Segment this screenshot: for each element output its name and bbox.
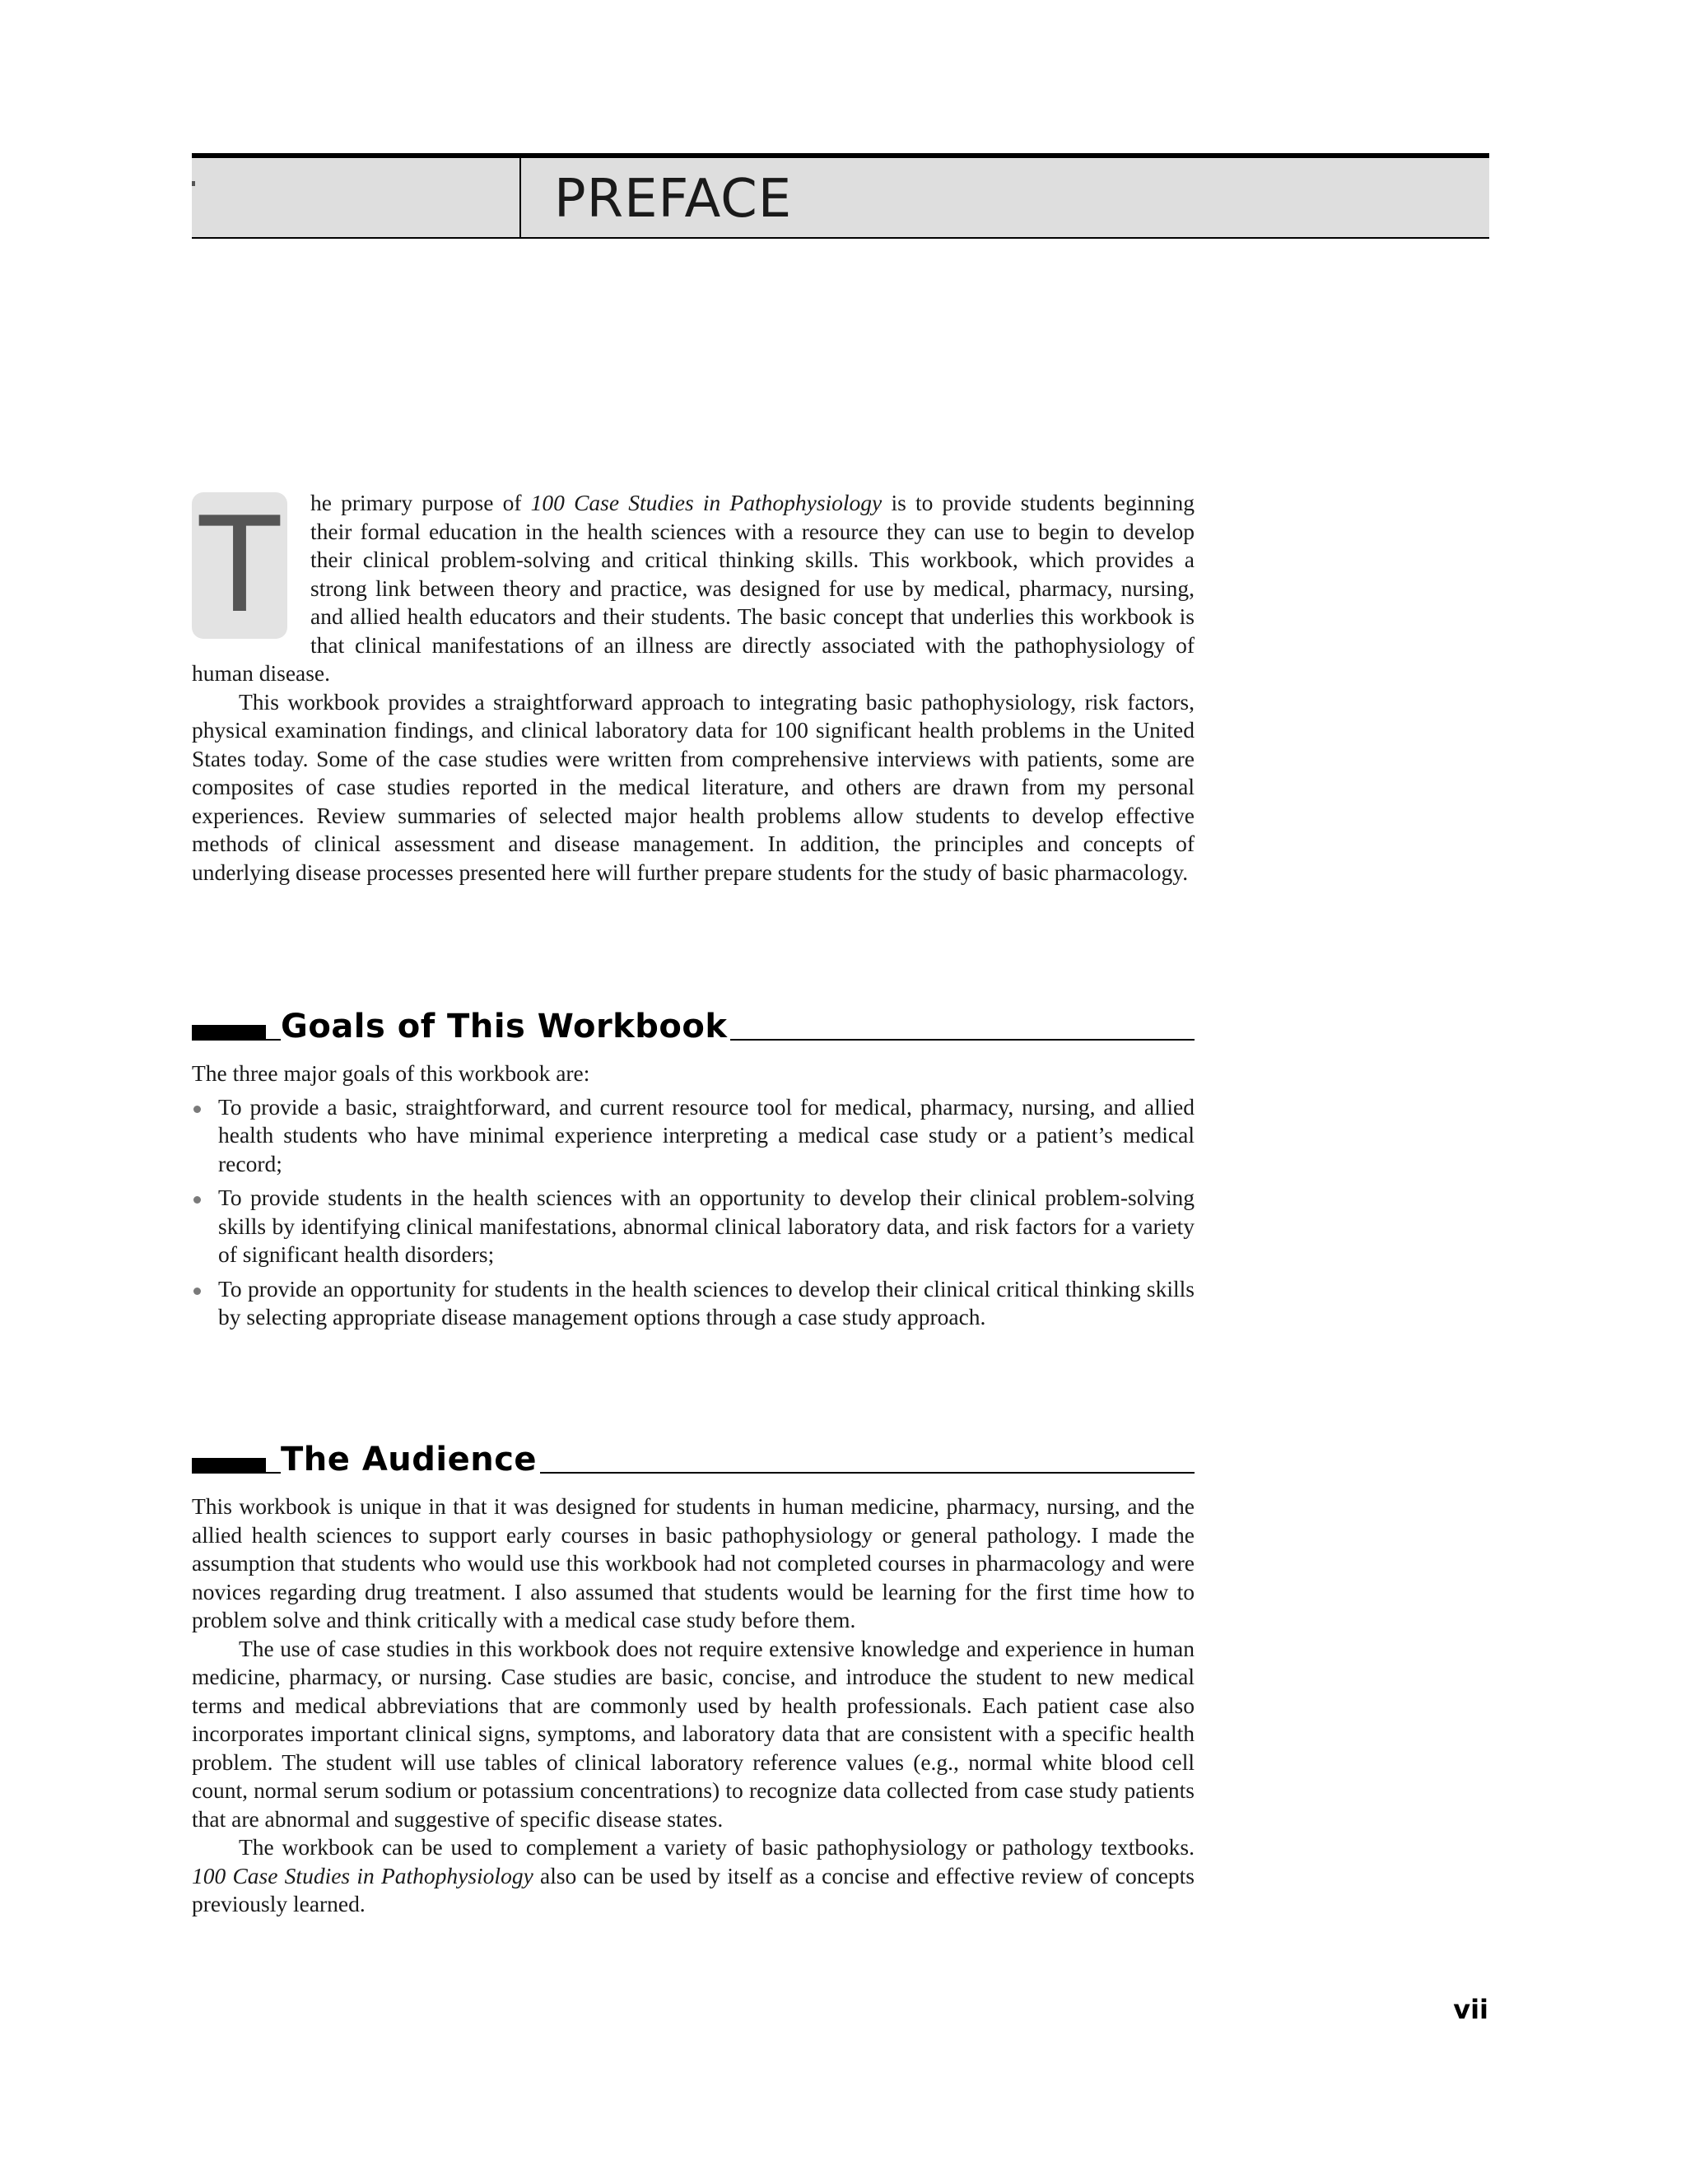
goals-section — [192, 1059, 1195, 1338]
chapter-header-band — [192, 153, 1489, 239]
goal-text-3: To provide an opportunity for students in the health sciences to develop their clinical critical thinking skills by selecting appropriate disease management options through a case study approach. — [218, 1275, 1195, 1329]
drop-cap — [192, 488, 287, 642]
drop-cap-letter: T — [199, 488, 280, 642]
heading-bar — [192, 1025, 266, 1041]
goal-item — [192, 1184, 1195, 1269]
audience-p3-text-b: also can be used by itself as a concise and effective review of concepts previously learned. — [192, 1862, 1195, 1916]
book-title-italic: 100 Case Studies in Pathophysiology — [530, 490, 883, 515]
audience-p3-text-a: The workbook can be used to complement a variety of basic pathophysiology or pathology textbooks. — [239, 1834, 1195, 1860]
intro-paragraph-1 — [192, 489, 1195, 688]
goal-text-2: To provide students in the health sciences with an opportunity to develop their clinical problem-solving skills by identifying clinical manifestations, abnormal clinical laboratory data, and risk factors for a variety of significant health disorders; — [218, 1185, 1195, 1267]
audience-heading-text: The Audience — [281, 1441, 540, 1479]
bullet-icon — [193, 1106, 201, 1113]
goal-item — [192, 1093, 1195, 1179]
audience-heading — [192, 1437, 1195, 1479]
book-title-italic: 100 Case Studies in Pathophysiology — [192, 1862, 533, 1888]
header-tick-mark — [192, 181, 195, 186]
goal-text-1: To provide a basic, straightforward, and current resource tool for medical, pharmacy, nursing, and allied health students who have minimal experience interpreting a medical case study or a patient’s medical record; — [218, 1093, 1195, 1176]
audience-paragraph-2: The use of case studies in this workbook does not require extensive knowledge and experience in human medicine, pharmacy, or nursing. Case studies are basic, concise, and introduce the student to new medical terms and medical abbreviations that are commonly used by health professionals. Each patient case also incorporates important clinical signs, symptoms, and laboratory data that are consistent with a specific health problem. The student will use tables of clinical laboratory reference values (e.g., normal white blood cell count, normal serum sodium or potassium concentrations) to recognize data collected from case study patients that are abnormal and suggestive of specific disease states. — [192, 1635, 1195, 1832]
chapter-title: PREFACE — [554, 169, 793, 230]
header-divider — [519, 158, 521, 237]
intro-paragraph-2: This workbook provides a straightforward approach to integrating basic pathophysiology, risk factors, physical examination findings, and clinical laboratory data for 100 significant health problems in the United States today. Some of the case studies were written from comprehensive interviews with patients, some are composites of case studies reported in the medical literature, and others are drawn from my personal experiences. Review summaries of selected major health problems allow students to develop effective methods of clinical assessment and disease management. In addition, the principles and concepts of underlying disease processes presented here will further prepare students for the study of basic pharmacology. — [192, 688, 1195, 885]
intro-section — [192, 489, 1195, 887]
page-number: vii — [1453, 1994, 1488, 2025]
bullet-icon — [193, 1196, 201, 1204]
goals-list — [192, 1093, 1195, 1332]
heading-bar — [192, 1458, 266, 1474]
audience-section — [192, 1492, 1195, 1919]
bullet-icon — [193, 1288, 201, 1295]
audience-paragraph-3 — [192, 1833, 1195, 1919]
intro-p1-text-a: he primary purpose of — [310, 490, 531, 515]
goals-heading — [192, 1004, 1195, 1045]
audience-paragraph-1: This workbook is unique in that it was designed for students in human medicine, pharmacy, nursing, and the allied health sciences to support early courses in basic pathophysiology or general pathology. I made the assumption that students who would use this workbook had not completed courses in pharmacology and were novices regarding drug treatment. I also assumed that students would be learning for the first time how to problem solve and think critically with a medical case study before them. — [192, 1493, 1195, 1632]
intro-p1-text-b: is to provide students beginning their formal education in the health sciences with a resource they can use to begin to develop their clinical problem-solving and critical thinking skills. This workbook, which provides a strong link between theory and practice, was designed for use by medical, pharmacy, nursing, and allied health educators and their students. The basic concept that underlies this workbook is that clinical manifestations of an illness are directly associated with the pathophysiology of human disease. — [192, 490, 1195, 686]
goals-lead: The three major goals of this workbook are: — [192, 1060, 590, 1086]
goal-item — [192, 1275, 1195, 1332]
goals-heading-text: Goals of This Workbook — [281, 1008, 730, 1045]
